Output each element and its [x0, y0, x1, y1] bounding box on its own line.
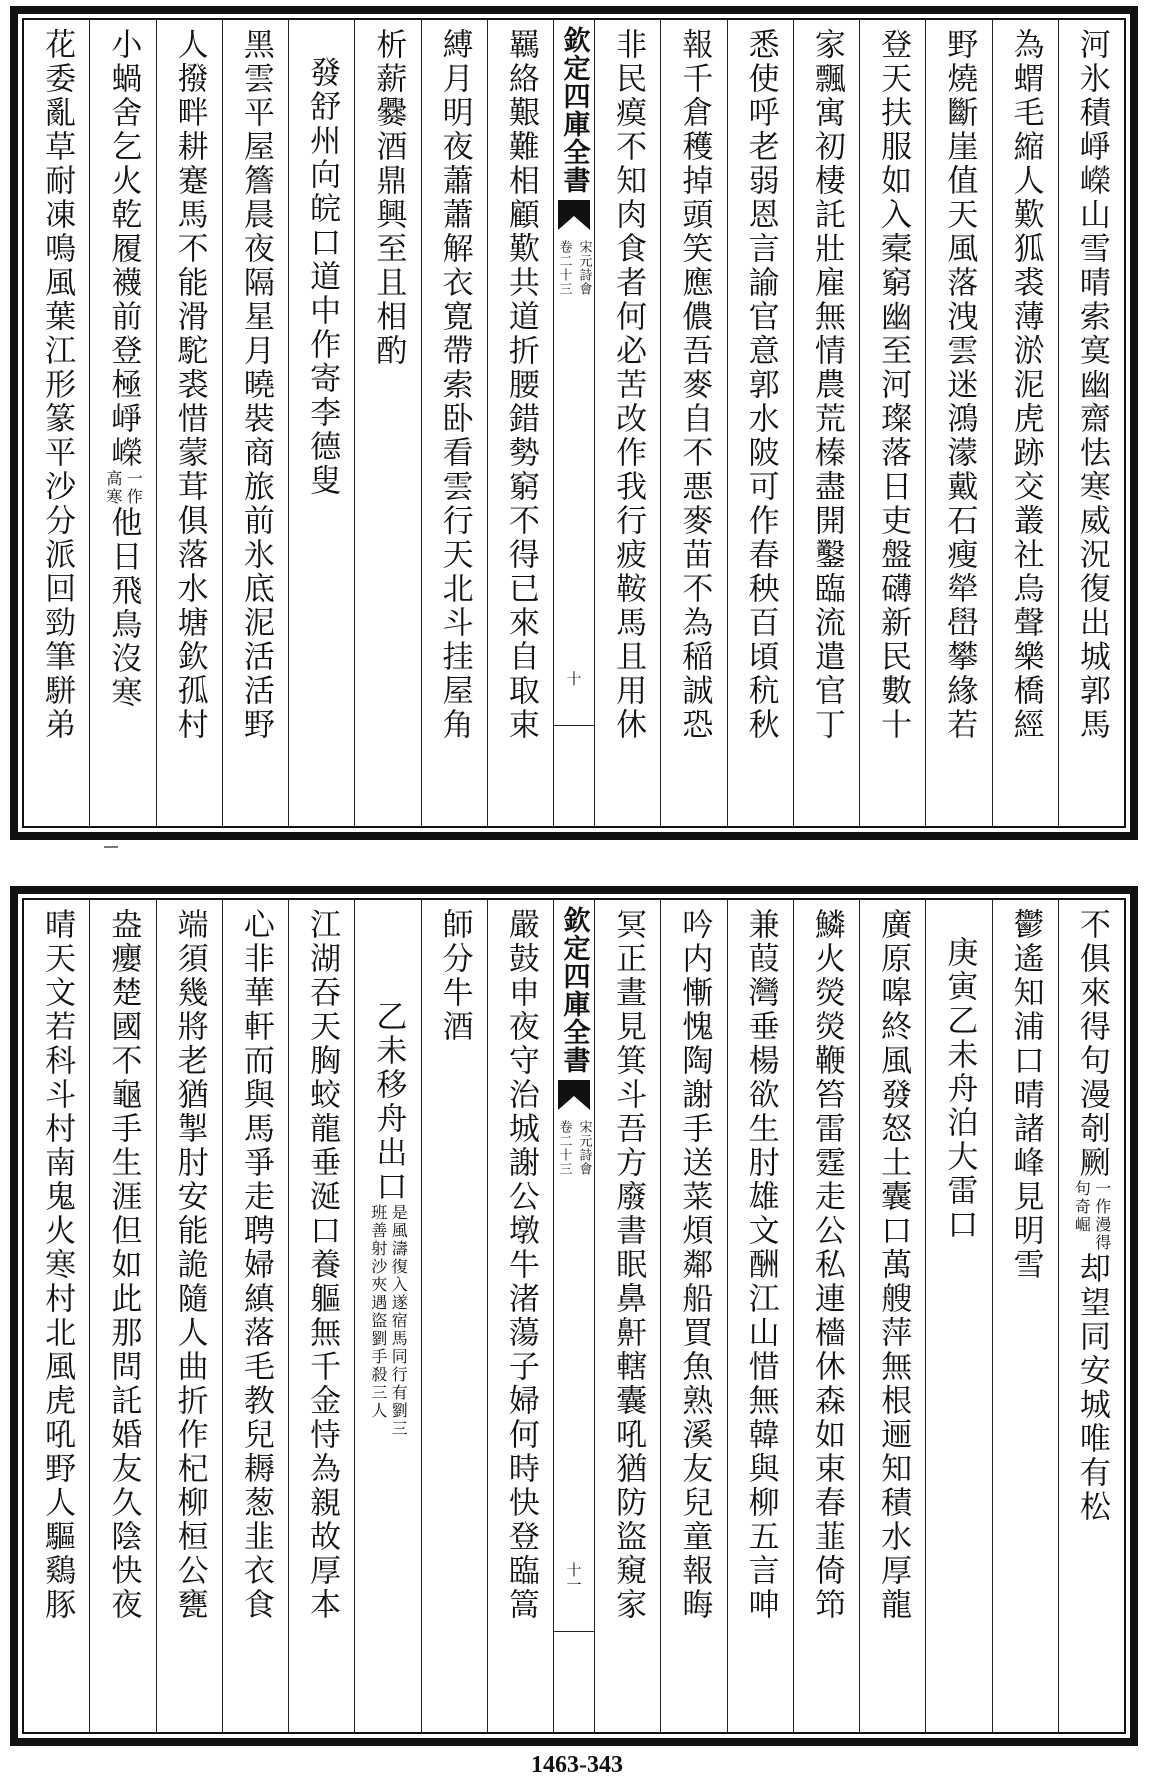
text-column	[660, 20, 726, 826]
poem-title: 庚寅乙未舟泊大雷口	[941, 936, 978, 1242]
text-column	[793, 20, 859, 826]
column-with-note	[368, 1000, 407, 1438]
text-column	[859, 900, 925, 1732]
column-text: 江湖吞天胸蛟龍垂涎口養軀無千金恃為親故厚本	[304, 908, 341, 1622]
variant-note	[103, 470, 142, 506]
note-left: 句奇崛	[1072, 1180, 1092, 1234]
fishtail-ornament-icon	[558, 1080, 590, 1110]
column-text: 鱗火熒熒鞭笞雷霆走公私連檣休森如束春韮倚笻	[808, 908, 845, 1622]
column-text: 小蝸舍乞火乾履襪前登極崢嶸	[105, 28, 142, 470]
text-column	[992, 900, 1058, 1732]
text-column	[24, 900, 89, 1732]
center-fold	[553, 900, 594, 1732]
page-top	[10, 6, 1138, 840]
text-frame	[22, 18, 1126, 828]
text-column	[24, 20, 89, 826]
folio-number: 十	[564, 671, 583, 686]
text-column	[1058, 20, 1124, 826]
column-text: 悉使呼老弱恩言諭官意郭水陂可作春秧百頃秔秋	[742, 28, 779, 742]
text-column	[421, 900, 487, 1732]
column-with-note	[1072, 908, 1111, 1524]
column-text: 花委亂草耐凍鳴風葉江形篆平沙分派回勁筆駢弟	[39, 28, 76, 742]
poem-title-column	[354, 900, 420, 1732]
center-subtitle	[555, 1120, 594, 1176]
column-text: 黑雲平屋簷晨夜隔星月曉裝商旅前氷底泥活活野	[237, 28, 274, 742]
text-column	[660, 900, 726, 1732]
column-text-tail: 却望同安城唯有松	[1073, 1252, 1110, 1524]
scan-mark	[104, 846, 118, 848]
column-text: 吟内慚愧陶謝手送菜煩鄰船買魚熟溪友兒童報晦	[676, 908, 713, 1622]
collection-name: 宋元詩會	[576, 1120, 592, 1176]
text-column	[859, 20, 925, 826]
center-rule	[554, 1631, 594, 1632]
column-text: 廣原嗥終風發怒土囊口萬艘萍無根逦知積水厚龍	[875, 908, 912, 1622]
title-note	[368, 1204, 407, 1438]
poem-title: 發舒州向皖口道中作寄李德叟	[304, 56, 341, 498]
page-bottom	[10, 886, 1138, 1746]
note-left: 班善射沙夾遇盜劉手殺三人	[368, 1204, 388, 1420]
note-left: 高寒	[103, 470, 123, 506]
column-text: 晴天文若科斗村南鬼火寒村北風虎吼野人驅鷄豚	[39, 908, 76, 1622]
page-reference: 1463-343	[531, 1752, 623, 1778]
note-right: 一作漫得	[1092, 1180, 1112, 1252]
column-text: 鬱遙知浦口晴諸峰見明雪	[1007, 908, 1044, 1282]
center-rule	[554, 725, 594, 726]
column-text: 羈絡艱難相顧歎共道折腰錯勢窮不得已來自取束	[502, 28, 539, 742]
column-text: 野燒斷崖值天風落洩雲迷鴻濛戴石瘦犖嶨攀緣若	[941, 28, 978, 742]
book-title: 欽定四庫全書	[558, 906, 590, 1074]
folio-number: 十一	[564, 1562, 583, 1592]
text-column	[156, 20, 222, 826]
text-column	[594, 900, 660, 1732]
text-column	[925, 20, 991, 826]
column-text: 報千倉穫掉頭笑應儂吾麥自不悪麥苗不為稲誠恐	[676, 28, 713, 742]
collection-name: 宋元詩會	[576, 240, 592, 296]
center-fold	[553, 20, 594, 826]
text-column	[793, 900, 859, 1732]
text-column	[156, 900, 222, 1732]
volume-number: 卷二十三	[556, 240, 572, 296]
note-right: 是風濤復入遂宿馬同行有劉三	[389, 1204, 409, 1438]
text-column	[487, 900, 553, 1732]
text-column	[421, 20, 487, 826]
column-text: 家飄寓初棲託壯雇無情農荒榛盡開鑿臨流遣官丁	[808, 28, 845, 742]
column-text: 人撥畔耕蹇馬不能滑駝裘惜蒙茸俱落水塘欽孤村	[171, 28, 208, 742]
column-with-note	[103, 28, 142, 710]
column-text: 冥正晝見箕斗吾方廢書眠鼻鼾轄囊吼猶防盜窺家	[610, 908, 647, 1622]
column-text: 盎癭楚國不龜手生涯但如此那問託婚友久陰快夜	[105, 908, 142, 1622]
column-text: 師分牛酒	[436, 908, 473, 1044]
column-text: 不俱來得句漫剞劂	[1073, 908, 1110, 1180]
column-text: 析薪爨酒鼎興至且相酌	[370, 28, 407, 368]
variant-note	[1072, 1180, 1111, 1252]
text-column	[222, 20, 288, 826]
text-column	[1058, 900, 1124, 1732]
text-column	[89, 20, 155, 826]
volume-number: 卷二十三	[556, 1120, 572, 1176]
column-text: 為蝟毛縮人歎狐裘薄淤泥虎跡交叢社烏聲樂橋經	[1007, 28, 1044, 742]
column-text: 心非華軒而與馬爭走聘婦縝落毛教兒耨葱韭衣食	[237, 908, 274, 1622]
text-column	[992, 20, 1058, 826]
column-text: 縛月明夜蕭蕭解衣寛帶索卧看雲行天北斗挂屋角	[436, 28, 473, 742]
text-column	[727, 20, 793, 826]
poem-title-column	[925, 900, 991, 1732]
text-column	[222, 900, 288, 1732]
column-text: 端須幾將老猶掣肘安能詭隨人曲折作杞柳桓公甕	[171, 908, 208, 1622]
text-frame	[22, 898, 1126, 1734]
text-column	[354, 20, 420, 826]
column-text: 河氷積崢嶸山雪晴索寞幽齋怯寒威況復出城郭馬	[1073, 28, 1110, 742]
column-text: 嚴鼓申夜守治城謝公墩牛渚蕩子婦何時快登臨篙	[502, 908, 539, 1622]
text-column	[727, 900, 793, 1732]
note-right: 一作	[124, 470, 144, 506]
column-text-tail: 他日飛鳥沒寒	[105, 506, 142, 710]
column-text: 非民瘼不知肉食者何必苦改作我行疲鞍馬且用休	[610, 28, 647, 742]
text-column	[487, 20, 553, 826]
text-column	[594, 20, 660, 826]
poem-title: 乙未移舟出口	[370, 1000, 407, 1204]
text-column	[288, 900, 354, 1732]
center-subtitle	[555, 240, 594, 296]
column-text: 兼葭灣垂楊欲生肘雄文酬江山惜無韓與柳五言呻	[742, 908, 779, 1622]
text-column	[89, 900, 155, 1732]
column-text: 登天扶服如入槖窮幽至河璨落日吏盤礴新民數十	[875, 28, 912, 742]
book-title: 欽定四庫全書	[558, 26, 590, 194]
fishtail-ornament-icon	[558, 200, 590, 230]
poem-title-column	[288, 20, 354, 826]
